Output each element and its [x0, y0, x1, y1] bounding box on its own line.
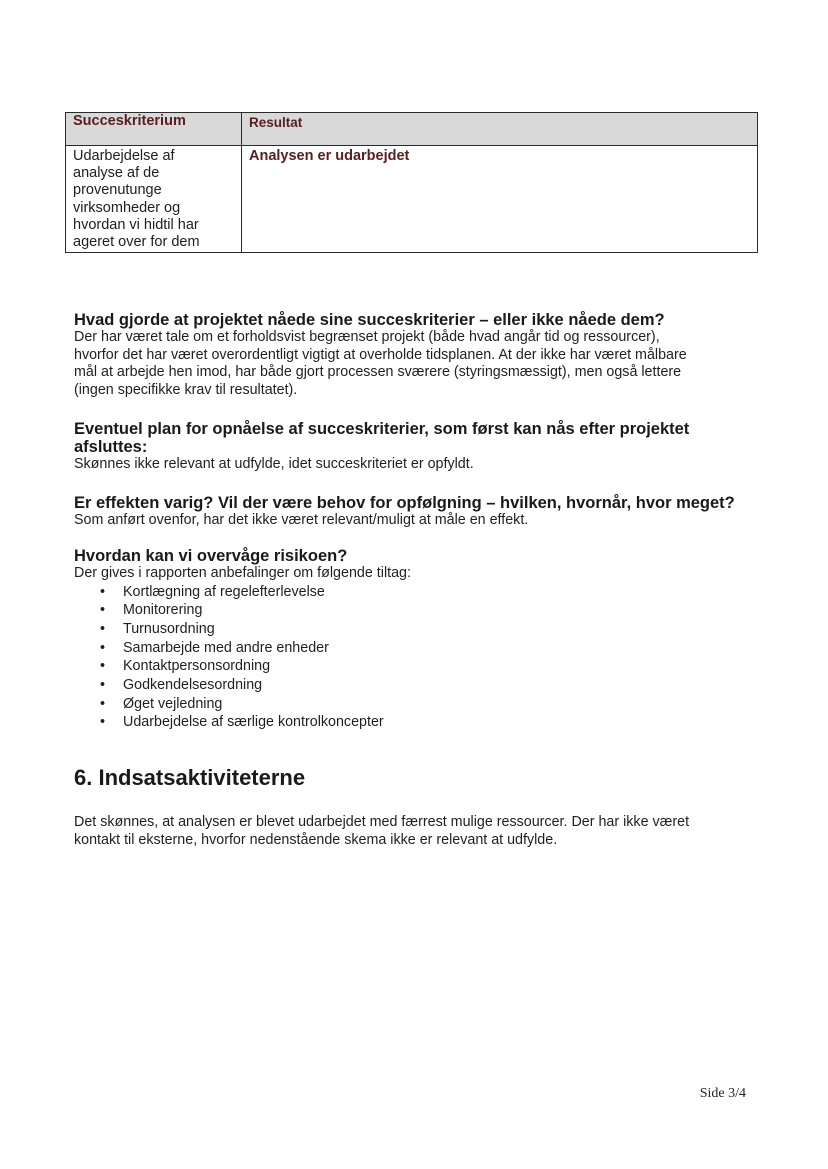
list-item-text: Turnusordning [123, 620, 215, 637]
criterion-line: analyse af de [73, 165, 160, 182]
list-item [74, 583, 764, 602]
bullet-icon: • [100, 639, 106, 656]
heading-line: afsluttes: [74, 438, 148, 456]
section-future-plan [74, 420, 764, 474]
table-header-row [66, 113, 758, 146]
bullet-icon: • [100, 658, 106, 675]
list-item [74, 657, 764, 676]
criterion-cell [66, 146, 242, 253]
list-item [74, 676, 764, 695]
bullet-icon: • [100, 583, 106, 600]
section-success-reasons [74, 311, 764, 399]
list-item [74, 713, 764, 732]
list-item [74, 695, 764, 714]
body-line: (ingen specifikke krav til resultatet). [74, 381, 298, 398]
list-item-text: Kontaktpersonsordning [123, 658, 271, 675]
success-criteria-table [65, 112, 758, 253]
list-item-text: Godkendelsesordning [123, 677, 263, 694]
list-item-text: Kortlægning af regelefterlevelse [123, 583, 325, 600]
measures-list [74, 583, 764, 733]
criterion-line: ageret over for dem [73, 234, 200, 251]
criterion-line: virksomheder og [73, 199, 181, 216]
criterion-line: hvordan vi hidtil har [73, 216, 199, 233]
section-effect [74, 494, 764, 530]
list-item [74, 601, 764, 620]
bullet-icon: • [100, 714, 106, 731]
section-heading [74, 420, 764, 456]
body-line: kontakt til eksterne, hvorfor nedenstående skema ikke er relevant at udfylde. [74, 831, 558, 848]
body-line: mål at arbejde hen imod, har både gjort processen sværere (styringsmæssigt), men også lettere [74, 364, 682, 380]
section-body [74, 814, 764, 849]
list-item [74, 639, 764, 658]
list-item-text: Øget vejledning [123, 695, 223, 712]
body-line: Der har været tale om et forholdsvist begrænset projekt (både hvad angår tid og ressourcer), [74, 329, 660, 345]
section-intro: Der gives i rapporten anbefalinger om følgende tiltag: [74, 565, 411, 581]
list-item-text: Samarbejde med andre enheder [123, 639, 329, 656]
list-item-text: Udarbejdelse af særlige kontrolkoncepter [123, 714, 384, 731]
section-6-heading: 6. Indsatsaktiviteterne [74, 765, 306, 790]
result-cell: Analysen er udarbejdet [242, 146, 758, 253]
header-criterion: Succeskriterium [66, 113, 242, 146]
table-row [66, 146, 758, 253]
section-risk-monitoring [74, 547, 764, 732]
section-6-body [74, 814, 764, 849]
section-body [74, 329, 764, 399]
criterion-line: provenutunge [73, 182, 162, 199]
bullet-icon: • [100, 620, 106, 637]
body-line: hvorfor det har været overordentligt vigtigt at overholde tidsplanen. At der ikke har været målbare [74, 346, 687, 363]
criterion-line: Udarbejdelse af [73, 148, 175, 164]
bullet-icon: • [100, 677, 106, 694]
section-body: Skønnes ikke relevant at udfylde, idet succeskriteriet er opfyldt. [74, 456, 474, 472]
section-body: Som anført ovenfor, har det ikke været relevant/muligt at måle en effekt. [74, 512, 529, 528]
section-heading: Er effekten varig? Vil der være behov for opfølgning – hvilken, hvornår, hvor meget? [74, 494, 735, 512]
list-item-text: Monitorering [123, 602, 203, 619]
bullet-icon: • [100, 695, 106, 712]
header-result: Resultat [242, 113, 758, 146]
heading-line: Eventuel plan for opnåelse af succeskriterier, som først kan nås efter projektet [74, 420, 690, 438]
page-number: Side 3/4 [699, 1086, 746, 1101]
section-heading: Hvordan kan vi overvåge risikoen? [74, 547, 348, 565]
bullet-icon: • [100, 602, 106, 619]
section-heading: Hvad gjorde at projektet nåede sine succeskriterier – eller ikke nåede dem? [74, 311, 665, 329]
list-item [74, 620, 764, 639]
body-line: Det skønnes, at analysen er blevet udarbejdet med færrest mulige ressourcer. Der har ikke været [74, 814, 690, 830]
